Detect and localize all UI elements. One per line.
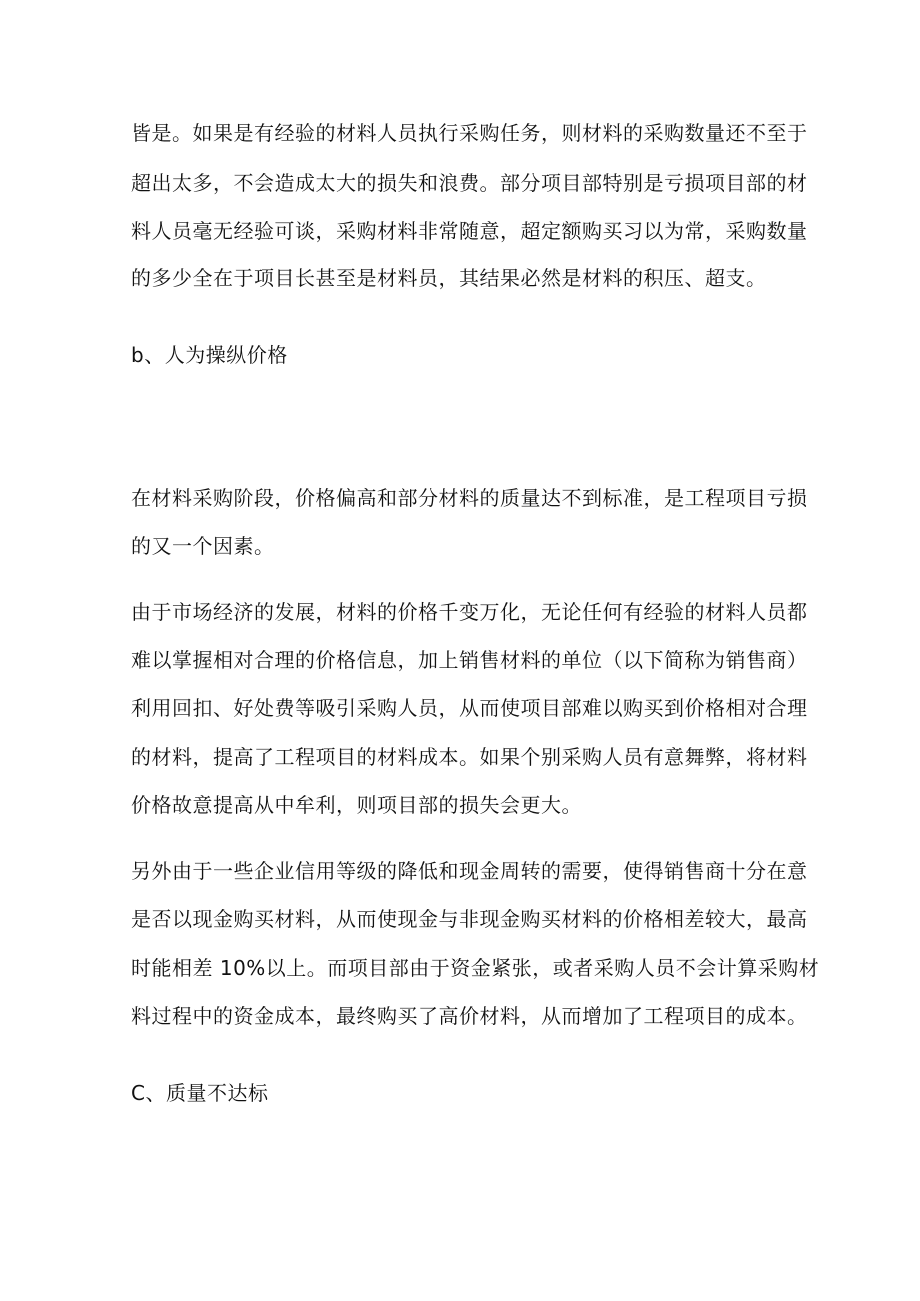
paragraph-4-line-2: 是否以现金购买材料，从而使现金与非现金购买材料的价格相差较大，最高 [131, 907, 808, 931]
paragraph-3-line-5: 价格故意提高从中牟利，则项目部的损失会更大。 [131, 793, 582, 817]
paragraph-3-line-2: 难以掌握相对合理的价格信息，加上销售材料的单位（以下简称为销售商） [131, 648, 808, 672]
section-heading-c: C、质量不达标 [131, 1081, 269, 1105]
paragraph-4-line-1: 另外由于一些企业信用等级的降低和现金周转的需要，使得销售商十分在意 [131, 859, 808, 883]
paragraph-2-line-2: 的又一个因素。 [131, 534, 275, 558]
paragraph-4-line-3: 时能相差 10%以上。而项目部由于资金紧张，或者采购人员不会计算采购材 [131, 956, 820, 980]
paragraph-4-line-4: 料过程中的资金成本，最终购买了高价材料，从而增加了工程项目的成本。 [131, 1004, 808, 1028]
paragraph-1-line-1: 皆是。如果是有经验的材料人员执行采购任务，则材料的采购数量还不至于 [131, 121, 808, 145]
paragraph-3-line-3: 利用回扣、好处费等吸引采购人员，从而使项目部难以购买到价格相对合理 [131, 696, 808, 720]
paragraph-1-line-2: 超出太多，不会造成太大的损失和浪费。部分项目部特别是亏损项目部的材 [131, 171, 808, 195]
paragraph-2-line-1: 在材料采购阶段，价格偏高和部分材料的质量达不到标准，是工程项目亏损 [131, 486, 808, 510]
section-heading-b: b、人为操纵价格 [131, 343, 288, 367]
paragraph-3-line-1: 由于市场经济的发展，材料的价格千变万化，无论任何有经验的材料人员都 [131, 600, 808, 624]
paragraph-3-line-4: 的材料，提高了工程项目的材料成本。如果个别采购人员有意舞弊，将材料 [131, 745, 808, 769]
paragraph-1-line-4: 的多少全在于项目长甚至是材料员，其结果必然是材料的积压、超支。 [131, 266, 767, 290]
paragraph-1-line-3: 料人员毫无经验可谈，采购材料非常随意，超定额购买习以为常，采购数量 [131, 219, 808, 243]
